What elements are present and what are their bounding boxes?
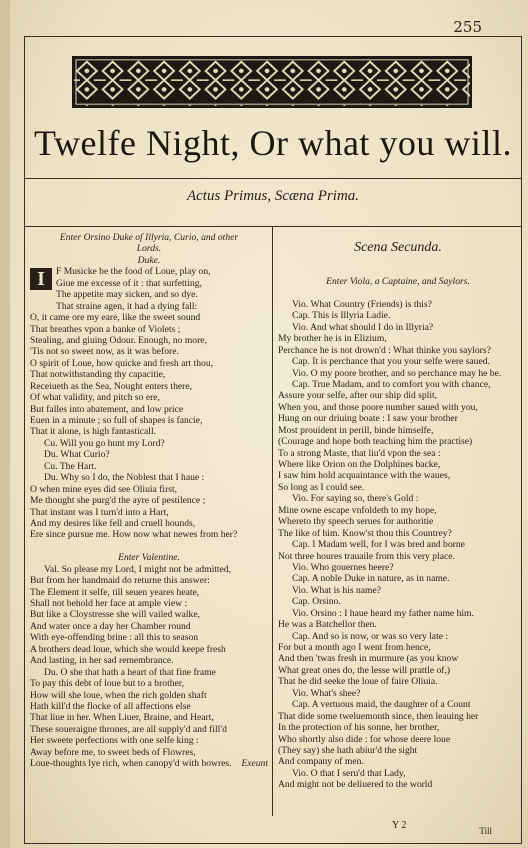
- title-rule: [24, 178, 522, 179]
- text-line: Du. What Curio?: [44, 449, 110, 461]
- text-line: Cap. This is Illyria Ladie.: [292, 310, 391, 322]
- page-number: 255: [453, 18, 482, 36]
- text-line: In the protection of his sonne, her brother,: [278, 722, 440, 734]
- text-line: Vio. What Country (Friends) is this?: [292, 298, 432, 310]
- text-line: Hath kill'd the flocke of all affections else: [30, 700, 191, 712]
- text-line: Who shortly also dide : for whose deere loue: [278, 733, 451, 745]
- text-line: But from her handmaid do returne this answer:: [30, 575, 210, 587]
- text-line: Cap. And so is now, or was so very late :: [292, 630, 449, 642]
- text-line: O when mine eyes did see Oliuia first,: [30, 483, 178, 495]
- text-line: That it alone, is high fantasticall.: [30, 426, 157, 438]
- text-line: Vio. Orsino : I haue heard my father name him.: [292, 607, 474, 619]
- text-line: Vio. What's shee?: [292, 687, 361, 699]
- text-line: Vio. O my poore brother, and so perchance may he be.: [292, 367, 502, 379]
- text-line: That instant was I turn'd into a Hart,: [30, 506, 169, 518]
- column-divider: [272, 226, 273, 816]
- text-line: The appetite may sicken, and so dye.: [56, 289, 198, 301]
- text-line: Enter Orsino Duke of Illyria, Curio, and other: [59, 232, 239, 243]
- text-line: Receiueth as the Sea, Nought enters there,: [30, 380, 192, 392]
- text-line: How will she loue, when the rich golden shaft: [30, 689, 207, 701]
- text-line: And company of men.: [278, 756, 364, 768]
- text-line: What great ones do, the lesse will prattle of,): [278, 664, 451, 676]
- scene-heading: Scena Secunda.: [354, 240, 442, 255]
- text-line: Away before me, to sweet beds of Flowres,: [30, 746, 196, 758]
- text-line: And then 'twas fresh in murmure (as you know: [278, 653, 459, 665]
- text-line: Enter Valentine.: [118, 552, 180, 564]
- left-column: [30, 232, 268, 770]
- text-line: Assure your selfe, after our ship did split,: [278, 390, 438, 402]
- text-line: But like a Cloystresse she will vailed walke,: [30, 609, 200, 621]
- signature-mark: Y 2: [392, 820, 407, 831]
- text-line: And might not be deliuered to the world: [278, 779, 433, 791]
- text-line: Euen in a minute ; so full of shapes is fancie,: [30, 415, 203, 426]
- text-line: Of what validity, and pitch so ere,: [30, 392, 160, 404]
- text-line: Vio. For saying so, there's Gold :: [292, 493, 419, 505]
- text-line: Du. O she that hath a heart of that fine frame: [44, 666, 216, 678]
- text-line: Cap. Orsino.: [292, 596, 341, 608]
- text-line: My brother he is in Elizium,: [278, 333, 387, 345]
- act-heading: Actus Primus, Scæna Prima.: [186, 188, 360, 204]
- text-line: Stealing, and giuing Odour. Enough, no more,: [30, 334, 207, 346]
- text-line: I saw him hold acquaintance with the waues,: [278, 470, 451, 482]
- text-line: The like of him. Know'st thou this Countrey?: [278, 527, 452, 539]
- text-line: Vio. O that I seru'd that Lady,: [292, 767, 406, 779]
- text-line: When you, and those poore number saued with you,: [278, 401, 478, 413]
- text-line: Mine owne escape vnfoldeth to my hope,: [278, 504, 437, 516]
- text-line: Her sweete perfections with one selfe king :: [30, 735, 199, 747]
- text-line: Duke.: [137, 254, 161, 266]
- text-line: That straine agen, it had a dying fall:: [56, 300, 198, 312]
- text-line: Cu. The Hart.: [44, 460, 97, 472]
- text-line: Perchance he is not drown'd : What thinke you saylors?: [278, 344, 491, 356]
- text-line: Ere since pursue me. How now what newes from her?: [30, 529, 238, 541]
- text-line: Me thought she purg'd the ayre of pestilence ;: [30, 495, 206, 507]
- text-line: Vio. And what should I do in Illyria?: [292, 321, 434, 333]
- drop-cap-initial: I: [30, 268, 52, 290]
- text-line: Exeunt: [241, 758, 268, 770]
- text-line: To a strong Maste, that liu'd vpon the sea :: [278, 447, 441, 459]
- text-line: Loue-thoughts lye rich, when canopy'd with bowres.: [30, 758, 232, 770]
- text-line: But falles into abatement, and low price: [30, 403, 184, 415]
- text-line: A brothers dead loue, which she would keepe fresh: [30, 643, 226, 655]
- text-line: Enter Viola, a Captaine, and Saylors.: [326, 276, 470, 287]
- text-line: That breathes vpon a banke of Violets ;: [30, 323, 181, 335]
- text-line: F Musicke be the food of Loue, play on,: [56, 266, 211, 278]
- catchword: Till: [479, 826, 492, 836]
- text-line: That he did seeke the loue of faire Oliuia.: [278, 676, 438, 688]
- woodcut-ornament-banner: [72, 56, 472, 108]
- text-line: Cap. It is perchance that you your selfe were saued.: [292, 356, 490, 368]
- text-line: Whereto thy speech serues for authoritie: [278, 516, 434, 528]
- text-line: Not three houres trauaile from this very place.: [278, 550, 455, 562]
- text-line: [30, 541, 268, 552]
- text-line: Vio. What is his name?: [292, 584, 382, 596]
- text-line: Val. So please my Lord, I might not be admitted,: [44, 563, 232, 575]
- text-line: For but a month ago I went from hence,: [278, 642, 431, 653]
- text-line: Cap. A noble Duke in nature, as in name.: [292, 573, 450, 585]
- text-line: That liue in her. When Liuer, Braine, and Heart,: [30, 712, 214, 724]
- text-line: Most prouident in perill, binde himselfe,: [278, 424, 434, 436]
- text-line: He was a Batchellor then.: [278, 619, 377, 631]
- text-line: These soueraigne thrones, are all supply'd and fill'd: [30, 723, 227, 735]
- text-line: Du. Why so I do, the Noblest that I haue :: [44, 472, 205, 484]
- text-line: Hung on our driuing boate : I saw your brother: [278, 413, 458, 425]
- text-line: Vio. Who gouernes heere?: [292, 561, 394, 573]
- right-column: [278, 232, 518, 791]
- text-line: And lasting, in her sad remembrance.: [30, 655, 174, 667]
- text-line: That dide some tweluemonth since, then leauing her: [278, 710, 479, 722]
- text-line: (Courage and hope both teaching him the practise): [278, 436, 473, 448]
- text-line: O, it came ore my eare, like the sweet sound: [30, 312, 201, 324]
- text-line: To pay this debt of loue but to a brother,: [30, 678, 185, 690]
- text-line: With eye-offending brine : all this to season: [30, 632, 199, 644]
- text-line: 'Tis not so sweet now, as it was before.: [30, 346, 179, 358]
- text-line: (They say) she hath abiur'd the sight: [278, 744, 418, 756]
- text-line: Cu. Will you go hunt my Lord?: [44, 437, 165, 449]
- text-line: Lords.: [136, 243, 162, 255]
- text-line: Cap. A vertuous maid, the daughter of a Count: [292, 699, 471, 711]
- text-line: That notwithstanding thy capacitie,: [30, 369, 166, 381]
- text-line: And my desires like fell and cruell hounds,: [30, 517, 196, 529]
- play-title: Twelfe Night, Or what you will.: [34, 123, 512, 163]
- text-line: Where like Orion on the Dolphines backe,: [278, 459, 441, 470]
- text-line: And water once a day her Chamber round: [30, 620, 191, 632]
- act-rule: [24, 226, 522, 227]
- text-line: O spirit of Loue, how quicke and fresh art thou,: [30, 357, 214, 369]
- text-line: The Element it selfe, till seuen yeares heate,: [30, 586, 200, 598]
- text-line: So long as I could see.: [278, 481, 365, 493]
- text-line: Shall not behold her face at ample view :: [30, 598, 188, 609]
- text-line: Cap. I Madam well, for I was bred and borne: [292, 539, 465, 551]
- text-line: Giue me excesse of it : that surfetting,: [56, 277, 202, 289]
- text-line: Cap. True Madam, and to comfort you with chance,: [292, 378, 491, 390]
- text-line: [278, 287, 518, 298]
